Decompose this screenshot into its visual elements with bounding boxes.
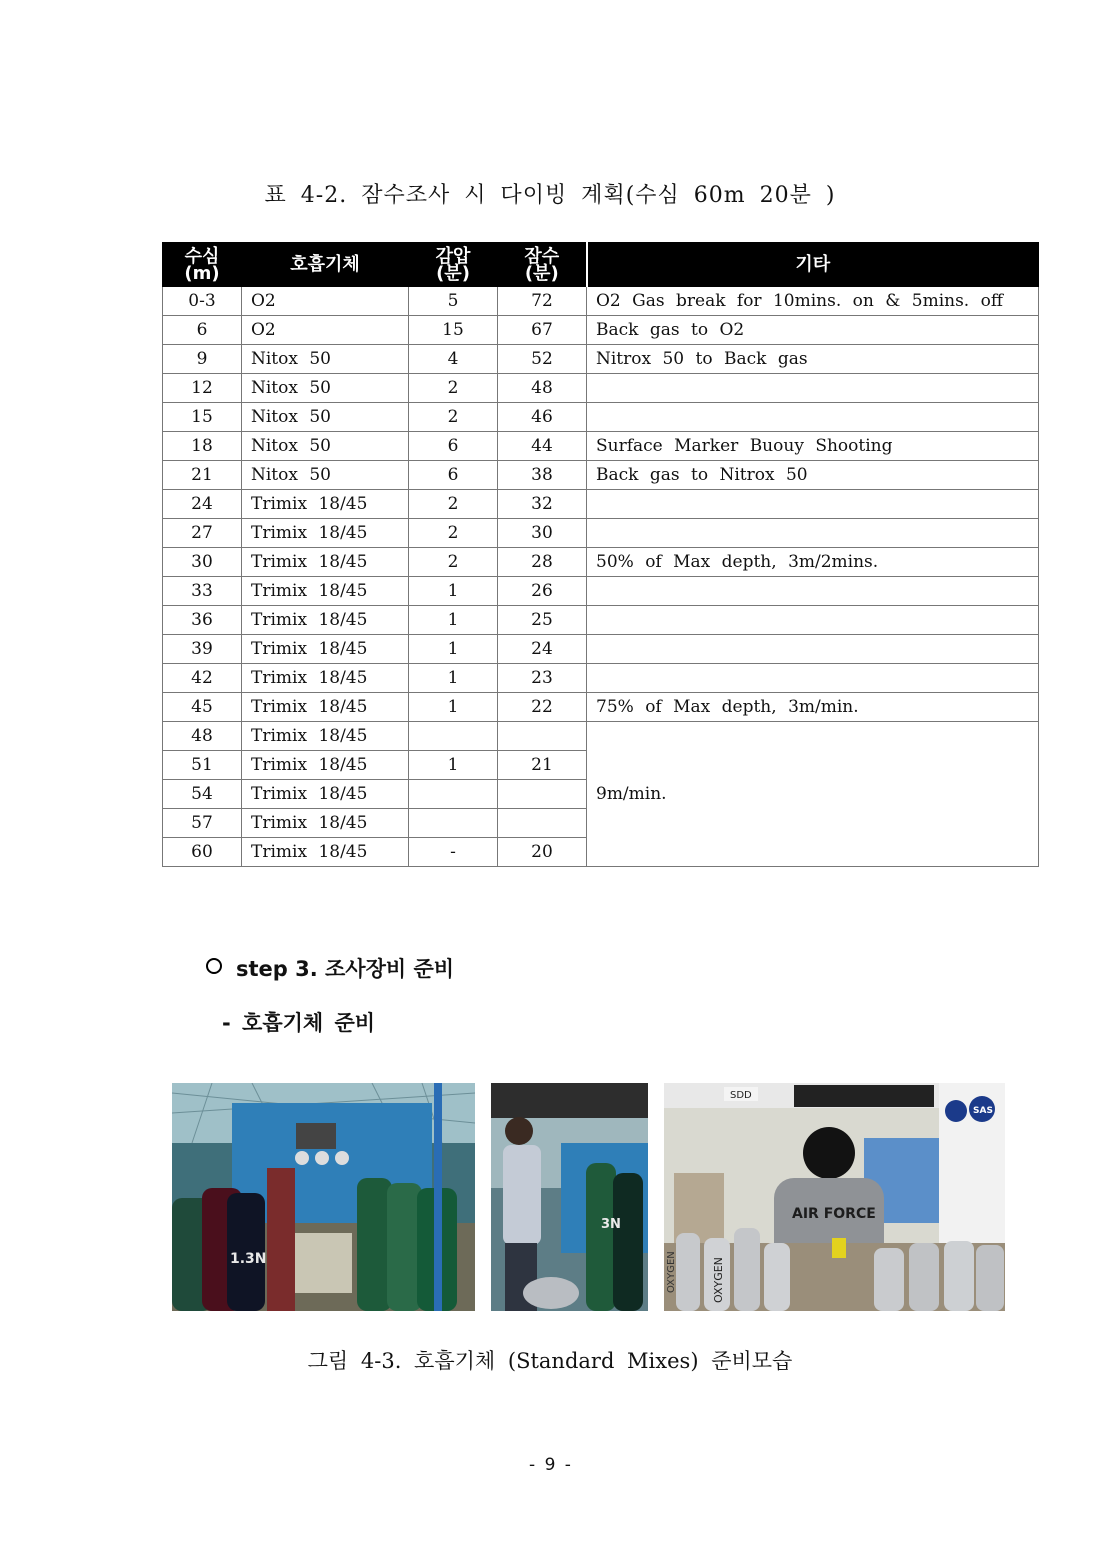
page-number: - 9 - xyxy=(529,1455,571,1475)
cell-note xyxy=(587,635,1039,664)
header-dive: 잠수 (분) xyxy=(498,243,587,287)
cell-deco: 2 xyxy=(409,519,498,548)
cell-gas: Trimix 18/45 xyxy=(242,577,409,606)
cell-note xyxy=(587,664,1039,693)
photo-preparing-mixes xyxy=(664,1083,1005,1311)
cell-gas: Nitox 50 xyxy=(242,432,409,461)
cell-gas: Trimix 18/45 xyxy=(242,548,409,577)
cell-dive: 44 xyxy=(498,432,587,461)
cell-gas: Nitox 50 xyxy=(242,345,409,374)
cell-deco: 4 xyxy=(409,345,498,374)
cylinder-label: 3N xyxy=(601,1217,621,1232)
cell-depth: 12 xyxy=(163,374,242,403)
photo-diver-cylinders xyxy=(491,1083,648,1311)
sign-text: SAS xyxy=(973,1106,993,1116)
cell-note xyxy=(587,577,1039,606)
cell-depth: 48 xyxy=(163,722,242,751)
cell-gas: Trimix 18/45 xyxy=(242,722,409,751)
cell-note: Back gas to O2 xyxy=(587,316,1039,345)
cell-note: Back gas to Nitrox 50 xyxy=(587,461,1039,490)
cell-note xyxy=(587,519,1039,548)
cell-dive: 67 xyxy=(498,316,587,345)
cell-dive: 46 xyxy=(498,403,587,432)
cell-deco xyxy=(409,780,498,809)
shirt-text: AIR FORCE xyxy=(792,1206,876,1222)
table-row xyxy=(163,548,1039,577)
cell-dive: 23 xyxy=(498,664,587,693)
cell-dive: 26 xyxy=(498,577,587,606)
table-row xyxy=(163,403,1039,432)
table-row xyxy=(163,693,1039,722)
table-row xyxy=(163,461,1039,490)
cell-dive xyxy=(498,780,587,809)
table-row xyxy=(163,374,1039,403)
cell-depth: 15 xyxy=(163,403,242,432)
cell-dive: 24 xyxy=(498,635,587,664)
cell-gas: Nitox 50 xyxy=(242,461,409,490)
cell-depth: 9 xyxy=(163,345,242,374)
table-row xyxy=(163,316,1039,345)
cell-deco: 1 xyxy=(409,577,498,606)
table-row xyxy=(163,432,1039,461)
header-gas: 호흡기체 xyxy=(242,243,409,287)
cell-gas: Trimix 18/45 xyxy=(242,519,409,548)
cell-deco: 2 xyxy=(409,403,498,432)
cell-note: 50% of Max depth, 3m/2mins. xyxy=(587,548,1039,577)
cell-note xyxy=(587,403,1039,432)
table-row xyxy=(163,606,1039,635)
cell-dive: 20 xyxy=(498,838,587,867)
cell-gas: Trimix 18/45 xyxy=(242,490,409,519)
cell-note: Nitrox 50 to Back gas xyxy=(587,345,1039,374)
cell-deco: 15 xyxy=(409,316,498,345)
cell-dive: 32 xyxy=(498,490,587,519)
cell-deco: 1 xyxy=(409,664,498,693)
cell-depth: 36 xyxy=(163,606,242,635)
cell-dive: 38 xyxy=(498,461,587,490)
cell-dive: 21 xyxy=(498,751,587,780)
cell-dive: 48 xyxy=(498,374,587,403)
figure-caption: 그림 4-3. 호흡기체 (Standard Mixes) 준비모습 xyxy=(307,1349,793,1373)
cell-gas: Trimix 18/45 xyxy=(242,809,409,838)
table-row xyxy=(163,664,1039,693)
cell-depth: 24 xyxy=(163,490,242,519)
cell-deco xyxy=(409,809,498,838)
cell-deco: 6 xyxy=(409,432,498,461)
cell-note xyxy=(587,490,1039,519)
table-row xyxy=(163,490,1039,519)
cell-dive: 30 xyxy=(498,519,587,548)
header-depth: 수심 (m) xyxy=(163,243,242,287)
dive-plan-table xyxy=(162,242,1039,867)
cell-depth: 42 xyxy=(163,664,242,693)
table-row xyxy=(163,287,1039,316)
header-deco: 감압 (분) xyxy=(409,243,498,287)
cell-deco: 5 xyxy=(409,287,498,316)
circle-bullet-icon xyxy=(206,958,222,974)
cell-dive: 25 xyxy=(498,606,587,635)
cylinder-label: 1.3N xyxy=(230,1251,267,1267)
cylinder-label: OXYGEN xyxy=(712,1257,725,1303)
cell-deco: 1 xyxy=(409,693,498,722)
table-row xyxy=(163,577,1039,606)
cell-depth: 18 xyxy=(163,432,242,461)
cell-note: Surface Marker Buouy Shooting xyxy=(587,432,1039,461)
table-row xyxy=(163,345,1039,374)
cell-dive xyxy=(498,722,587,751)
cell-gas: Trimix 18/45 xyxy=(242,838,409,867)
cell-gas: Trimix 18/45 xyxy=(242,664,409,693)
cell-deco: 1 xyxy=(409,606,498,635)
table-row xyxy=(163,519,1039,548)
cell-gas: Trimix 18/45 xyxy=(242,780,409,809)
cell-deco: 1 xyxy=(409,751,498,780)
cell-deco: 2 xyxy=(409,490,498,519)
cell-dive: 22 xyxy=(498,693,587,722)
cell-gas: Trimix 18/45 xyxy=(242,693,409,722)
cell-depth: 57 xyxy=(163,809,242,838)
cell-gas: O2 xyxy=(242,316,409,345)
cell-gas: Trimix 18/45 xyxy=(242,606,409,635)
cell-dive xyxy=(498,809,587,838)
cell-depth: 30 xyxy=(163,548,242,577)
header-note: 기타 xyxy=(587,243,1039,287)
cell-depth: 45 xyxy=(163,693,242,722)
cell-gas: Nitox 50 xyxy=(242,403,409,432)
cell-depth: 39 xyxy=(163,635,242,664)
step-title: step 3. 조사장비 준비 xyxy=(236,957,455,981)
cell-note: O2 Gas break for 10mins. on & 5mins. off xyxy=(587,287,1039,316)
table-row xyxy=(163,722,1039,751)
table-header-row xyxy=(163,243,1039,287)
cell-deco: 1 xyxy=(409,635,498,664)
sub-heading: - 호흡기체 준비 xyxy=(222,1011,376,1035)
cell-gas: Trimix 18/45 xyxy=(242,751,409,780)
cell-depth: 0-3 xyxy=(163,287,242,316)
cell-note: 75% of Max depth, 3m/min. xyxy=(587,693,1039,722)
cell-depth: 27 xyxy=(163,519,242,548)
sign-text: SDD xyxy=(730,1090,752,1101)
cell-deco: 2 xyxy=(409,374,498,403)
cell-gas: O2 xyxy=(242,287,409,316)
cell-depth: 54 xyxy=(163,780,242,809)
cylinder-label: OXYGEN xyxy=(666,1251,677,1293)
cell-dive: 72 xyxy=(498,287,587,316)
cell-depth: 21 xyxy=(163,461,242,490)
cell-deco xyxy=(409,722,498,751)
step-heading xyxy=(206,953,454,983)
table-body xyxy=(163,287,1039,867)
cell-note xyxy=(587,606,1039,635)
cell-dive: 52 xyxy=(498,345,587,374)
cell-deco: - xyxy=(409,838,498,867)
cell-gas: Nitox 50 xyxy=(242,374,409,403)
cell-depth: 33 xyxy=(163,577,242,606)
cell-note xyxy=(587,374,1039,403)
cell-gas: Trimix 18/45 xyxy=(242,635,409,664)
cell-note: 9m/min. xyxy=(587,722,1039,867)
cell-depth: 6 xyxy=(163,316,242,345)
cell-depth: 51 xyxy=(163,751,242,780)
table-row xyxy=(163,635,1039,664)
cell-depth: 60 xyxy=(163,838,242,867)
cell-dive: 28 xyxy=(498,548,587,577)
cell-deco: 2 xyxy=(409,548,498,577)
cell-deco: 6 xyxy=(409,461,498,490)
table-caption: 표 4-2. 잠수조사 시 다이빙 계획(수심 60m 20분 ) xyxy=(264,183,836,208)
photo-gas-station xyxy=(172,1083,475,1311)
